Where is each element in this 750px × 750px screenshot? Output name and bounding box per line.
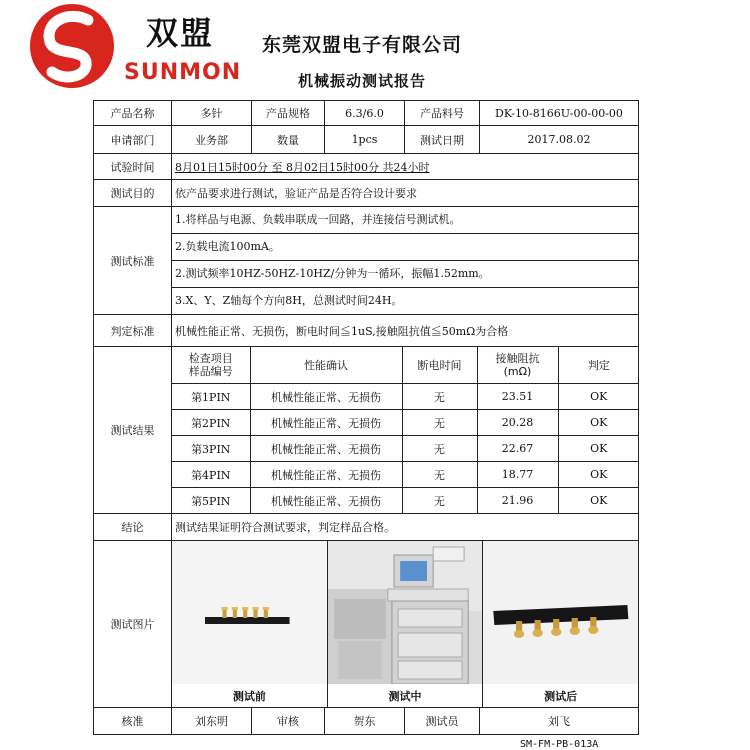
connector-before-image	[172, 541, 327, 684]
caption-during: 测试中	[388, 690, 422, 703]
date-value: 2017.08.02	[480, 126, 639, 154]
approve-value: 刘东明	[172, 708, 252, 735]
outage-cell: 无	[402, 410, 477, 436]
sample-cell: 第5PIN	[172, 488, 250, 514]
connector-after-image	[483, 541, 638, 684]
judge-cell: OK	[558, 462, 639, 488]
resistance-cell: 21.96	[477, 488, 558, 514]
criteria-row	[94, 315, 639, 347]
results-row	[94, 347, 639, 514]
standard-line-2: 2.负载电流100mA。	[172, 234, 638, 261]
results-label: 测试结果	[94, 347, 172, 514]
sample-cell: 第2PIN	[172, 410, 250, 436]
pictures-label: 测试图片	[94, 541, 172, 708]
report-title: 机械振动测试报告	[298, 72, 427, 90]
resistance-cell: 18.77	[477, 462, 558, 488]
qty-label: 数量	[252, 126, 325, 154]
table-row	[172, 410, 639, 436]
judge-header: 判定	[558, 347, 639, 384]
judge-cell: OK	[558, 384, 639, 410]
item-header-line-1: 检查项目	[188, 352, 233, 365]
performance-cell: 机械性能正常、无损伤	[250, 384, 402, 410]
conclusion-row	[94, 514, 639, 541]
photo-during	[328, 541, 484, 707]
product-name-value: 多针	[172, 101, 252, 126]
company-name: 东莞双盟电子有限公司	[262, 34, 463, 56]
table-row	[172, 436, 639, 462]
results-header-row	[172, 347, 639, 384]
outage-cell: 无	[402, 436, 477, 462]
date-label: 测试日期	[405, 126, 480, 154]
spec-label: 产品规格	[252, 101, 325, 126]
table-row	[172, 462, 639, 488]
time-value: 8月01日15时00分 至 8月02日15时00分 共24小时	[175, 160, 430, 174]
performance-cell: 机械性能正常、无损伤	[250, 488, 402, 514]
dept-value: 业务部	[172, 126, 252, 154]
outage-cell: 无	[402, 384, 477, 410]
tester-value: 刘飞	[480, 708, 639, 735]
outage-cell: 无	[402, 488, 477, 514]
review-label: 审核	[252, 708, 325, 735]
standard-line-4: 3.X、Y、Z轴每个方向8H，总测试时间24H。	[175, 294, 403, 307]
purpose-value: 依产品要求进行测试，验证产品是否符合设计要求	[172, 180, 639, 207]
photo-after	[483, 541, 638, 707]
logo-chinese-name: 双盟	[146, 14, 215, 52]
table-row	[172, 384, 639, 410]
performance-cell: 机械性能正常、无损伤	[250, 410, 402, 436]
pictures-row	[94, 541, 639, 708]
product-name-label: 产品名称	[94, 101, 172, 126]
info-row-1	[94, 101, 639, 126]
caption-before: 测试前	[232, 690, 266, 703]
resistance-header-line-2: (mΩ)	[503, 365, 532, 378]
resistance-cell: 20.28	[477, 410, 558, 436]
info-row-2	[94, 126, 639, 154]
tester-label: 测试员	[405, 708, 480, 735]
time-row	[94, 154, 639, 180]
item-header-line-2: 样品编号	[188, 365, 233, 378]
logo-english-name: SUNMON	[124, 60, 242, 85]
qty-value: 1pcs	[325, 126, 405, 154]
caption-after: 测试后	[544, 690, 578, 703]
signature-row	[94, 708, 639, 735]
performance-cell: 机械性能正常、无损伤	[250, 436, 402, 462]
dept-label: 申请部门	[94, 126, 172, 154]
purpose-row	[94, 180, 639, 207]
results-table	[172, 347, 639, 513]
conclusion-label: 结论	[94, 514, 172, 541]
performance-header: 性能确认	[250, 347, 402, 384]
photo-before	[172, 541, 328, 707]
judge-cell: OK	[558, 410, 639, 436]
report-table	[93, 100, 639, 735]
performance-cell: 机械性能正常、无损伤	[250, 462, 402, 488]
company-logo	[28, 2, 242, 94]
outage-cell: 无	[402, 462, 477, 488]
resistance-header-line-1: 接触阻抗	[495, 352, 540, 365]
conclusion-value: 测试结果证明符合测试要求，判定样品合格。	[172, 514, 639, 541]
judge-cell: OK	[558, 436, 639, 462]
sample-cell: 第3PIN	[172, 436, 250, 462]
criteria-label: 判定标准	[94, 315, 172, 347]
test-equipment-image	[328, 541, 483, 684]
sample-cell: 第4PIN	[172, 462, 250, 488]
item-header	[172, 347, 250, 384]
review-value: 贺东	[325, 708, 405, 735]
standard-line-1: 1.将样品与电源、负载串联成一回路，并连接信号测试机。	[172, 207, 638, 234]
purpose-label: 测试目的	[94, 180, 172, 207]
standard-row	[94, 207, 639, 315]
logo-s-mark-icon	[28, 2, 116, 90]
criteria-value: 机械性能正常、无损伤，断电时间≦1uS,接触阻抗值≦50mΩ为合格	[172, 315, 639, 347]
table-row	[172, 488, 639, 514]
resistance-cell: 22.67	[477, 436, 558, 462]
spec-value: 6.3/6.0	[325, 101, 405, 126]
outage-header: 断电时间	[402, 347, 477, 384]
document-code: SM-FM-PB-013A	[520, 739, 599, 750]
approve-label: 核准	[94, 708, 172, 735]
resistance-header	[477, 347, 558, 384]
part-no-label: 产品料号	[405, 101, 480, 126]
standard-line-3: 2.测试频率10HZ-50HZ-10HZ/分钟为一循环，振幅1.52mm。	[172, 261, 638, 288]
part-no-value: DK-10-8166U-00-00-00	[480, 101, 639, 126]
judge-cell: OK	[558, 488, 639, 514]
time-label: 试验时间	[94, 154, 172, 180]
sample-cell: 第1PIN	[172, 384, 250, 410]
resistance-cell: 23.51	[477, 384, 558, 410]
standard-label: 测试标准	[94, 207, 172, 315]
